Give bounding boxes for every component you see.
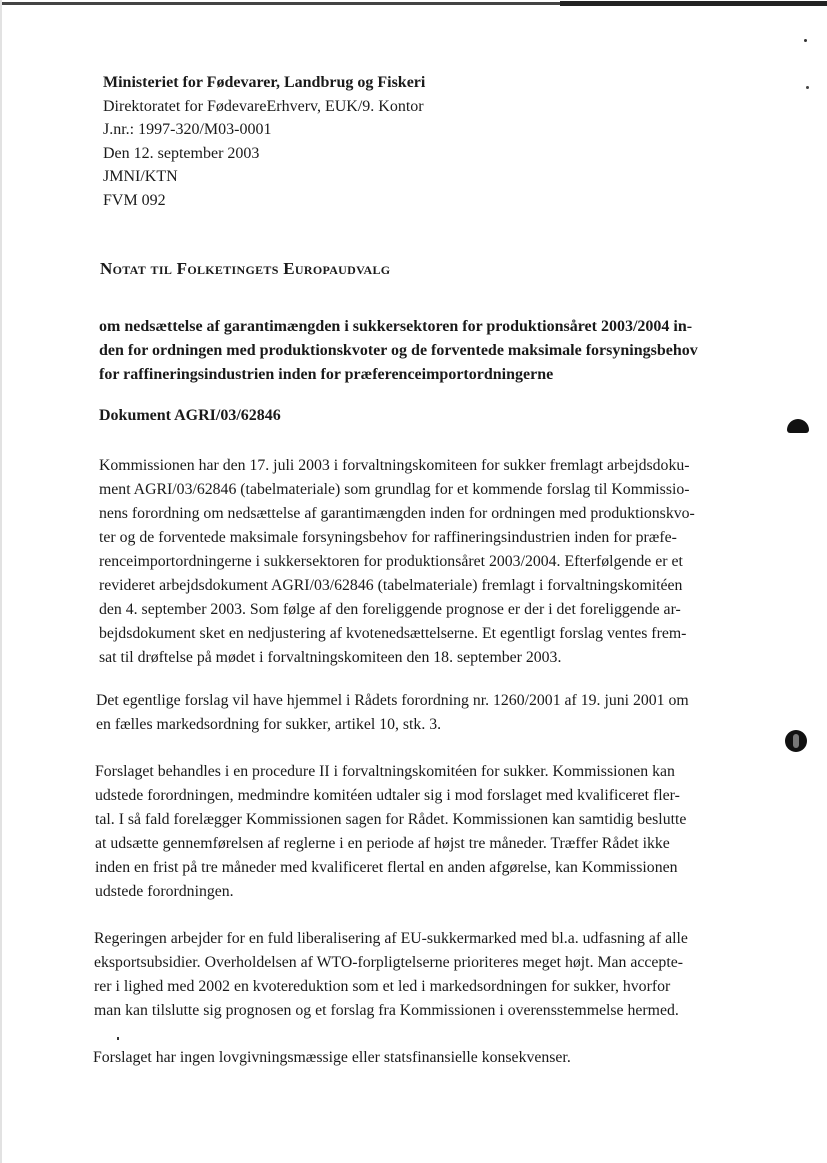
notat-title: Notat til Folketingets Europaudvalg bbox=[100, 259, 391, 278]
text-line: renceimportordningerne i sukkersektoren for produktionsåret 2003/2004. Efterfølgende er et bbox=[99, 553, 683, 570]
text-line: udstede forordningen. bbox=[95, 883, 234, 900]
punch-hole-mark bbox=[787, 419, 809, 433]
subject-heading bbox=[99, 315, 739, 386]
text-line: at udsætte gennemførelsen af reglerne i en periode af højst tre måneder. Træffer Rådet ikke bbox=[95, 835, 670, 852]
text-line: revideret arbejdsdokument AGRI/03/62846 (tabelmateriale) fremlagt i forvaltningskomitéen bbox=[99, 577, 683, 594]
subject-line: for raffineringsindustrien inden for præferenceimportordningerne bbox=[99, 365, 554, 383]
text-line: Forslaget behandles i en procedure II i forvaltningskomitéen for sukker. Kommissionen kan bbox=[95, 763, 675, 780]
paragraph-government-position bbox=[94, 927, 688, 1023]
journal-number: J.nr.: 1997-320/M03-0001 bbox=[103, 121, 272, 139]
paragraph-procedure bbox=[95, 760, 686, 904]
subject-line: den for ordningen med produktionskvoter og de forventede maksimale forsyningsbehov bbox=[99, 341, 698, 359]
ministry-name: Ministeriet for Fødevarer, Landbrug og Fiskeri bbox=[103, 74, 426, 91]
text-line: ter og de forventede maksimale forsyningsbehov for raffineringsindustrien inden for præfe- bbox=[99, 529, 677, 546]
text-line: bejdsdokument sket en nedjustering af kvotenedsættelserne. Et egentligt forslag ventes frem- bbox=[99, 625, 687, 642]
directorate-name: Direktoratet for FødevareErhverv, EUK/9. Kontor bbox=[103, 97, 424, 115]
fvm-code: FVM 092 bbox=[103, 191, 166, 209]
scan-speck bbox=[806, 86, 809, 89]
document-date: Den 12. september 2003 bbox=[103, 144, 260, 162]
text-line: man kan tilslutte sig prognosen og et forslag fra Kommissionen i overensstemmelse hermed. bbox=[94, 1002, 679, 1019]
paragraph-background bbox=[99, 454, 695, 670]
author-initials: JMNI/KTN bbox=[103, 168, 178, 186]
punch-hole-mark bbox=[785, 730, 807, 752]
text-line: rer i lighed med 2002 en kvotereduktion som et led i markedsordningen for sukker, hvorfor bbox=[94, 978, 671, 995]
text-line: Forslaget har ingen lovgivningsmæssige eller statsfinansielle konsekvenser. bbox=[93, 1049, 571, 1066]
paragraph-consequences bbox=[93, 1046, 571, 1070]
text-line: Det egentlige forslag vil have hjemmel i Rådets forordning nr. 1260/2001 af 19. juni 2001 om bbox=[96, 692, 689, 709]
scan-speck bbox=[117, 1037, 119, 1040]
scan-speck bbox=[804, 39, 807, 42]
text-line: sat til drøftelse på mødet i forvaltningskomiteen den 18. september 2003. bbox=[99, 649, 562, 666]
text-line: en fælles markedsordning for sukker, artikel 10, stk. 3. bbox=[96, 716, 442, 733]
text-line: eksportsubsidier. Overholdelsen af WTO-forpligtelserne prioriteres meget højt. Man accepte- bbox=[94, 954, 683, 971]
subject-line: om nedsættelse af garantimængden i sukkersektoren for produktionsåret 2003/2004 in- bbox=[99, 318, 693, 335]
text-line: inden en frist på tre måneder med kvalificeret flertal en anden afgørelse, kan Kommissionen bbox=[95, 859, 678, 876]
text-line: nens forordning om nedsættelse af garantimængden inden for ordningen med produktionskvo- bbox=[99, 505, 695, 522]
text-line: Kommissionen har den 17. juli 2003 i forvaltningskomiteen for sukker fremlagt arbejdsdoku- bbox=[99, 457, 690, 474]
text-line: ment AGRI/03/62846 (tabelmateriale) som grundlag for et kommende forslag til Kommissio- bbox=[99, 481, 690, 498]
scan-top-edge-dark bbox=[560, 1, 827, 6]
paragraph-legal-basis bbox=[96, 689, 689, 737]
document-reference: Dokument AGRI/03/62846 bbox=[99, 407, 281, 424]
letterhead bbox=[103, 71, 425, 213]
text-line: den 4. september 2003. Som følge af den foreliggende prognose er der i det foreliggende ar- bbox=[99, 601, 681, 618]
text-line: udstede forordningen, medmindre komitéen udtaler sig i mod forslaget med kvalificeret fler- bbox=[95, 787, 680, 804]
text-line: tal. I så fald forelægger Kommissionen sagen for Rådet. Kommissionen kan samtidig beslutte bbox=[95, 811, 687, 828]
scan-left-edge bbox=[0, 0, 2, 1163]
text-line: Regeringen arbejder for en fuld liberalisering af EU-sukkermarked med bl.a. udfasning af alle bbox=[94, 930, 688, 947]
